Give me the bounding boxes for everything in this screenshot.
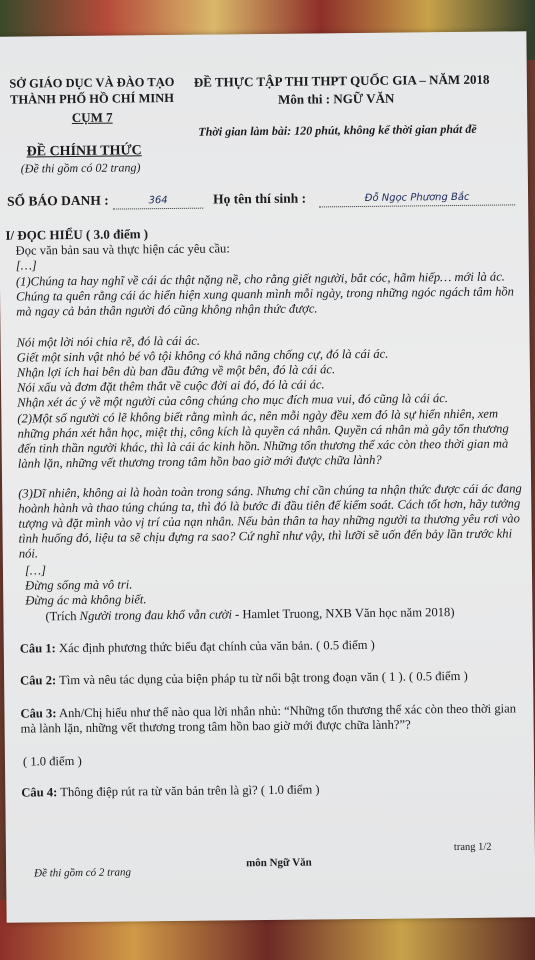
evil-line-4: Nói xấu và đơm đặt thêm thắt về cuộc đời ai đó, đó là cái ác. <box>16 377 325 395</box>
ellipsis-top: […] <box>15 258 37 273</box>
evil-line-1: Nói một lời nói chia rẽ, đó là cái ác. <box>16 333 201 350</box>
section-title: I/ ĐỌC HIỂU ( 3.0 điểm ) <box>5 226 149 243</box>
ellipsis-bottom: […] <box>24 563 47 578</box>
exam-paper <box>0 31 535 922</box>
question-4-label: Câu 4: <box>21 785 58 800</box>
citation-prefix: (Trích <box>45 608 77 624</box>
evil-line-2: Giết một sinh vật nhỏ bé vô tội không có khả năng chống cự, đó là cái ác. <box>16 346 389 365</box>
subject-line <box>278 91 394 107</box>
name-value: Đỗ Ngọc Phương Bắc <box>319 189 515 207</box>
org-line-2: THÀNH PHỐ HỒ CHÍ MINH <box>10 90 175 107</box>
question-3-text: Anh/Chị hiểu như thế nào qua lời nhắn nhủ: “Những tổn thương thể xác còn theo thời gian mà lành lặn, những vết thương trong tâm hồn bao giờ mới được chữa lành?”? <box>20 701 517 736</box>
sbd-value: 364 <box>113 193 203 210</box>
question-1 <box>20 636 524 656</box>
sbd-field <box>113 192 203 210</box>
question-2 <box>20 668 524 688</box>
exam-title: ĐỀ THỰC TẬP THI THPT QUỐC GIA – NĂM 2018 <box>193 71 490 90</box>
cluster-label: CỤM 7 <box>71 109 113 126</box>
subject-label: Môn thi : <box>277 91 331 107</box>
org-line-1: SỞ GIÁO DỤC VÀ ĐÀO TẠO <box>9 74 175 91</box>
paragraph-3: (3)Dĩ nhiên, không ai là hoàn toàn trong sáng. Nhưng chỉ cần chúng ta nhận thức được cái ác đang hoành hành và thao túng chúng ta, thì đó là bước đi đầu tiên để kiểm soát. Cách tốt hơn, hãy tưởng tượng và đặt mình vào vị trí của nạn nhân. Nếu bản thân ta hay những người ta thương yêu rơi vào tình huống đó, liệu ta sẽ chịu đựng ra sao? Cứ nghĩ như vậy, thì lưỡi sẽ uốn đến bảy lần trước khi nói. <box>18 481 522 561</box>
question-4 <box>21 780 525 800</box>
section-instruction: Đọc văn bản sau và thực hiện các yêu cầu: <box>15 241 230 258</box>
question-4-text: Thông điệp rút ra từ văn bản trên là gì? ( 1.0 điểm ) <box>57 782 320 800</box>
question-3 <box>20 701 524 736</box>
official-label: ĐỀ CHÍNH THỨC <box>26 143 142 160</box>
question-3-points: ( 1.0 điểm ) <box>22 753 82 769</box>
question-2-label: Câu 2: <box>20 673 57 688</box>
footer-center: môn Ngữ Văn <box>245 856 312 870</box>
footer-left: Đề thi gồm có 2 trang <box>34 866 132 880</box>
subject-name: NGỮ VĂN <box>333 90 395 107</box>
name-label: Họ tên thí sinh : <box>213 190 307 207</box>
question-2-text: Tìm và nêu tác dụng của biện pháp tu từ nổi bật trong đoạn văn ( 1 ). ( 0.5 điểm ) <box>56 668 468 688</box>
question-1-text: Xác định phương thức biểu đạt chính của văn bản. ( 0.5 điểm ) <box>55 637 375 656</box>
paragraph-2: (2)Một số người có lẽ không biết rằng mình ác, nên mỗi ngày đều xem đó là sự hiển nhiên, xem những phán xét hằn học, miệt thị, công kích là quyền cá nhân. Quyền cá nhân mà gây tổn thương đến tinh thần người khác, thì là cái ác kinh hồn. Những tổn thương thể xác còn theo thời gian mà lành lặn, những vết thương trong tâm hồn bao giờ mới được chữa lành? <box>17 406 509 471</box>
paragraph-1: (1)Chúng ta hay nghĩ về cái ác thật nặng nề, cho rằng giết người, bắt cóc, hãm hiếp… mới là ác. Chúng ta quên rằng cái ác hiển hiện xung quanh mình mỗi ngày, trong những ngóc ngách tâm hồn mà ngay cả bản thân người đó cũng không nhận thức được. <box>15 269 515 319</box>
sbd-label: SỐ BÁO DANH : <box>7 192 109 209</box>
citation-rest: - Hamlet Truong, NXB Văn học năm 2018) <box>231 605 455 622</box>
closing-line-1: Đừng sống mà vô tri. <box>25 577 133 593</box>
footer-page: trang 1/2 <box>453 841 492 854</box>
evil-line-5: Nhận xét ác ý về một người của công chúng cho mục đích mua vui, đó cũng là cái ác. <box>17 391 449 410</box>
time-note: Thời gian làm bài: 120 phút, không kể thời gian phát đề <box>198 121 477 139</box>
official-note: (Đề thi gồm có 02 trang) <box>20 160 141 176</box>
question-3-label: Câu 3: <box>20 706 57 721</box>
name-field <box>319 188 515 207</box>
closing-line-2: Đừng ác mà không biết. <box>25 592 147 608</box>
question-1-label: Câu 1: <box>19 641 56 656</box>
citation-title: Người trong đau khổ vẫn cười <box>79 607 232 623</box>
citation <box>45 605 454 624</box>
evil-line-3: Nhận lợi ích hai bên dù ban đầu đứng về một bên, đó là cái ác. <box>16 362 336 380</box>
